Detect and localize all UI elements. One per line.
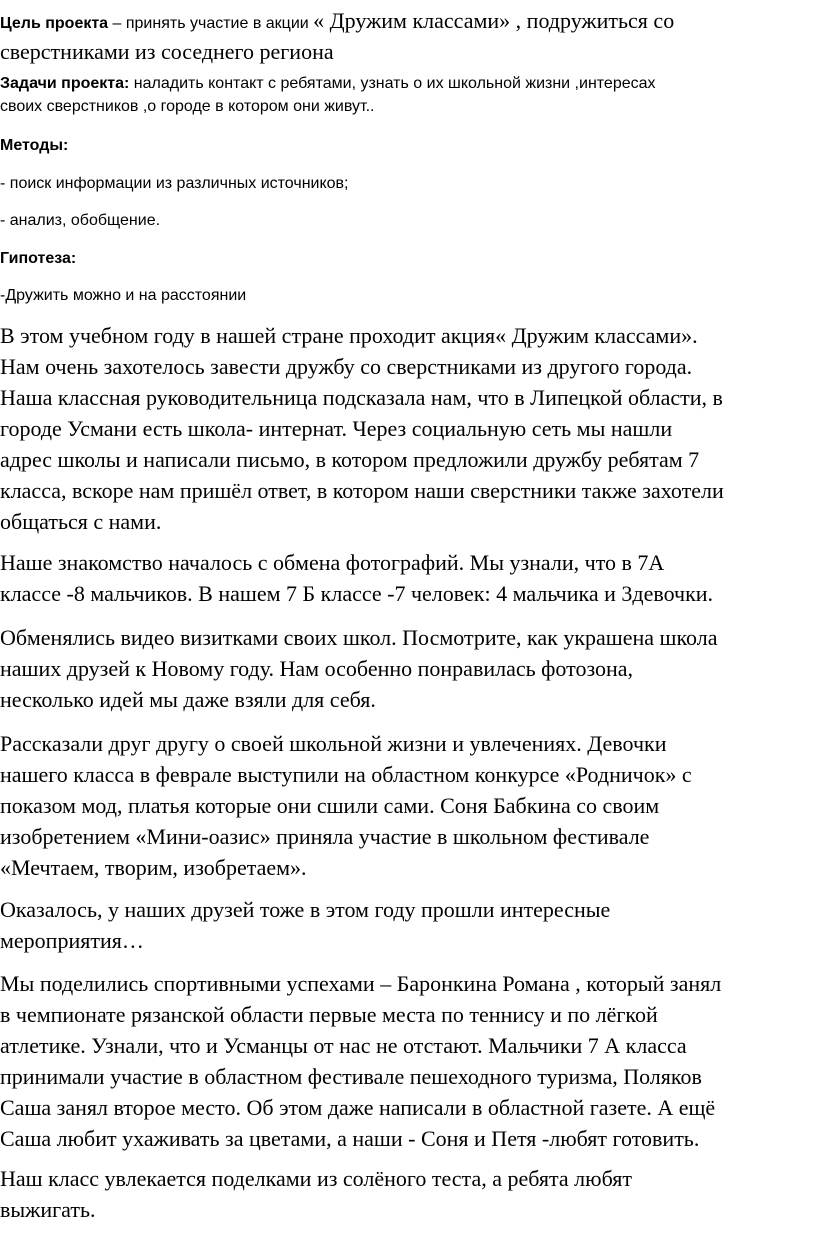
methods-item-1: - поиск информации из различных источников;	[0, 175, 349, 192]
paragraph-line: мероприятия…	[0, 928, 144, 953]
paragraph-line: наших друзей к Новому году. Нам особенно понравилась фотозона,	[0, 656, 634, 681]
paragraph-line: Мы поделились спортивными успехами – Баронкина Романа , который занял	[0, 971, 722, 996]
paragraph-line: несколько идей мы даже взяли для себя.	[0, 687, 376, 712]
paragraph-line: показом мод, платья которые они сшили сами. Соня Бабкина со своим	[0, 793, 660, 818]
tasks-line-2: своих сверстников ,о городе в котором они живут..	[0, 98, 375, 115]
goal-line-2: сверстниками из соседнего региона	[0, 39, 334, 64]
paragraph-line: атлетике. Узнали, что и Усманцы от нас не отстают. Мальчики 7 А класса	[0, 1033, 687, 1058]
goal-block	[0, 5, 816, 67]
paragraph-line: Наш класс увлекается поделками из солёного теста, а ребята любят	[0, 1166, 632, 1191]
paragraph-line: Наше знакомство началось с обмена фотографий. Мы узнали, что в 7А	[0, 550, 665, 575]
paragraph-2	[0, 547, 713, 609]
methods-item-2: - анализ, обобщение.	[0, 212, 161, 229]
paragraph-line: В этом учебном году в нашей стране проходит акция« Дружим классами».	[0, 323, 698, 348]
paragraph-line: Наша классная руководительница подсказала нам, что в Липецкой области, в	[0, 385, 723, 410]
paragraph-line: городе Усмани есть школа- интернат. Через социальную сеть мы нашли	[0, 416, 673, 441]
methods-label: Методы:	[0, 137, 69, 154]
paragraph-line: нашего класса в феврале выступили на областном конкурсе «Родничок» с	[0, 762, 692, 787]
paragraph-3	[0, 622, 717, 715]
paragraph-line: адрес школы и написали письмо, в котором предложили дружбу ребятам 7	[0, 447, 700, 472]
goal-label: Цель проекта	[0, 15, 109, 32]
paragraph-line: изобретением «Мини-оазис» приняла участие в школьном фестивале	[0, 824, 650, 849]
paragraph-line: Саша занял второе место. Об этом даже написали в областной газете. А ещё	[0, 1095, 716, 1120]
paragraph-line: Нам очень захотелось завести дружбу со сверстниками из другого города.	[0, 354, 693, 379]
tasks-block	[0, 72, 816, 118]
paragraph-4	[0, 728, 692, 883]
goal-quote: « Дружим классами» , подружиться со	[313, 8, 675, 33]
paragraph-line: «Мечтаем, творим, изобретаем».	[0, 855, 307, 880]
paragraph-5	[0, 894, 610, 956]
paragraph-line: Рассказали друг другу о своей школьной жизни и увлечениях. Девочки	[0, 731, 667, 756]
hypothesis-text: -Дружить можно и на расстоянии	[0, 287, 247, 304]
paragraph-line: принимали участие в областном фестивале пешеходного туризма, Поляков	[0, 1064, 702, 1089]
paragraph-line: общаться с нами.	[0, 509, 162, 534]
paragraph-1	[0, 320, 724, 537]
goal-line-1	[0, 5, 816, 36]
goal-text: – принять участие в акции	[108, 15, 314, 32]
paragraph-7	[0, 1163, 632, 1225]
tasks-text: наладить контакт с ребятами, узнать о их школьной жизни ,интересах	[129, 75, 656, 92]
paragraph-line: в чемпионате рязанской области первые места по теннису и по лёгкой	[0, 1002, 658, 1027]
paragraph-line: Саша любит ухаживать за цветами, а наши - Соня и Петя -любят готовить.	[0, 1126, 700, 1151]
paragraph-line: классе -8 мальчиков. В нашем 7 Б классе -7 человек: 4 мальчика и 3девочки.	[0, 581, 714, 606]
tasks-line-1	[0, 72, 816, 95]
hypothesis-label: Гипотеза:	[0, 250, 77, 267]
tasks-label: Задачи проекта:	[0, 75, 130, 92]
paragraph-line: класса, вскоре нам пришёл ответ, в котором наши сверстники также захотели	[0, 478, 724, 503]
paragraph-6	[0, 968, 721, 1154]
paragraph-line: выжигать.	[0, 1197, 96, 1222]
paragraph-line: Обменялись видео визитками своих школ. Посмотрите, как украшена школа	[0, 625, 718, 650]
paragraph-line: Оказалось, у наших друзей тоже в этом году прошли интересные	[0, 897, 611, 922]
